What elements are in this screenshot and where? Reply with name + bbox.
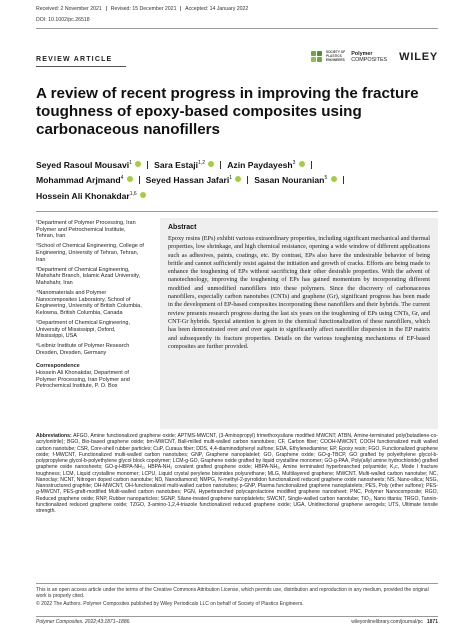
copyright-text: © 2022 The Authors. Polymer Composites published by Wiley Periodicals LLC on behalf of Society of Plastics Engineers. xyxy=(36,601,304,607)
affiliation-item: ⁶Leibniz Institute of Polymer Research Dresden, Dresden, Germany xyxy=(36,343,130,357)
author-list xyxy=(36,157,446,203)
abstract-heading: Abstract xyxy=(168,224,197,231)
affiliations xyxy=(36,220,144,394)
revised-date: Revised: 15 December 2021 xyxy=(110,6,177,12)
author-name[interactable]: Hossein Ali Khonakdar$^{1,6}$ xyxy=(36,191,146,201)
orcid-icon[interactable] xyxy=(235,176,241,182)
spe-logo-text: SOCIETY OF PLASTICS ENGINEERS xyxy=(325,50,346,62)
orcid-icon[interactable] xyxy=(127,176,133,182)
correspondence-text: Hossein Ali Khonakdar, Department of Polymer Processing, Iran Polymer and Petrochemical Institute, P. O. Box xyxy=(36,370,130,390)
article-type-label: REVIEW ARTICLE xyxy=(36,56,113,63)
journal-citation: Polymer Composites. 2022;43:1871–1886. xyxy=(36,619,131,625)
received-date: Received: 2 November 2021 xyxy=(36,6,102,12)
orcid-icon[interactable] xyxy=(135,161,141,167)
affiliation-item: ⁵Department of Chemical Engineering, University of Mississippi, Oxford, Mississippi, USA xyxy=(36,320,130,340)
license-divider xyxy=(36,583,438,584)
author-name[interactable]: Azin Paydayesh$^3$ xyxy=(227,160,305,170)
abstract-text: Epoxy resins (EPs) exhibit various extraordinary properties, including significant mechanical and thermal properties, low shrinkage, and high chemical resistance, opening a wide window of different applications such as adhesives, paints, coatings, etc. By contrast, EPs also have the undesirable behavior of being brittle and cannot sufficiently resist against the initiation and growth of cracks. Efforts are being made to enhance the toughening of EPs without sacrificing their other desirable properties. With the advent of nanotechnology, improving the toughening of EPs has gained momentum by incorporating different modified and unmodified nanofillers into these polymers. Since the discovery of carbonaceous nanofillers, especially carbon nanotubes (CNTs) and graphene (Gr), significant progress has been made in the development of EP-based composites incorporating these nanofillers and their hybrids. The current review presents research progress during the last six years on the toughening of EPs using CNTs, Gr, and CNT-Gr hybrids. Special attention is given to the chemical functionalization of these nanofillers, which has been demonstrated over and over again to significantly affect nanofiller dispersion in the EP matrix and subsequently its fracture properties. Details on the various toughening mechanisms of EP-based composites are further provided. xyxy=(168,235,430,350)
section-divider xyxy=(36,211,438,212)
publisher-logos xyxy=(311,46,438,68)
correspondence-heading: Correspondence xyxy=(36,362,80,369)
affiliation-item: ²School of Chemical Engineering, College of Engineering, University of Tehran, Tehran, Iran xyxy=(36,243,144,263)
doi-link[interactable]: DOI: 10.1002/pc.26518 xyxy=(36,17,90,23)
journal-logo[interactable]: Polymer COMPOSITES xyxy=(351,51,388,63)
article-dates xyxy=(36,6,252,12)
spe-mark-icon xyxy=(311,51,323,63)
affiliation-item: ³Department of Chemical Engineering, Mahshahr Branch, Islamic Azad University, Mahshahr, Iran xyxy=(36,266,141,286)
abbreviations-label: Abbreviations: xyxy=(36,433,72,439)
spe-logo[interactable] xyxy=(311,51,345,63)
author-name[interactable]: Sara Estaji$^{1,2}$ xyxy=(154,160,214,170)
top-divider xyxy=(36,28,438,29)
license-block xyxy=(36,587,438,609)
affiliation-item: ⁴Nanomaterials and Polymer Nanocomposites Laboratory, School of Engineering, University of British Columbia, Kelowna, British Columbia, Canada xyxy=(36,290,142,316)
author-name[interactable]: Mohammad Arjmand$^4$ xyxy=(36,175,133,185)
article-type-underline xyxy=(36,66,126,67)
orcid-icon[interactable] xyxy=(299,161,305,167)
accepted-date: Accepted: 14 January 2022 xyxy=(185,6,249,12)
abbreviations-text: AFGO, Amine functionalized graphene oxide; APTMS-MWCNT, (3-Aminopropyl) trimethoxysilane modified MWCNT; ATBN, Amine-terminated poly(butadiene-co-acrylonitrile); BGO, Bio-based graphene oxide; bm-MWCNT, Ball-milled multi-walled carbon nanotubes; CF, Carbon fiber; COOH-MWCNT, COOH functionalized multi walled carbon nanotube; CSR, Core-shell rubber particles; CuP, Curaua fiber; DDS, 4,4-diaminodiphenyl sulfone; EDA, Ethylenediamine; EP, Epoxy resin; FGO, Functionalized graphene oxide; f-MWCNT, Functionalized multi-walled carbon nanotubes; GNP, Graphene nanoplatelet; GO, Graphene oxide; GO-g-TBCP, GO grafted by polyethylene glycol-b-polypropylene glycol-b-polyethylene glycol block copolymer; LCM-g-GO, Graphene oxide grafted by liquid crystalline monomer; GO-g-PAA, Poly(allyl amine hydrochloride) grafted graphene oxide nanosheets; GO-g-HBPA-NH₂, HBPA-NH₂ covalent grafted graphene oxide; HBPA-NH₂, Amine terminated hyperbranched polyamide; K₁c, Mode I fracture toughness; LCM, Liquid crystalline monomer; LCPU, Liquid crystal perylene bisimides polyurethane; MLG, Multilayered graphene; MWCNT, Multi-walled carbon nanotube; NC, Nanoclay; NCNT, Nitrogen doped carbon nanotube; ND, Nanodiamond; NMPG, N-methyl-2-pyrrolidon functionalized reduced graphene oxide nanosheets; NS, Nano-silica; NSG, Nanostructured graphite; OH-MWCNT, OH-functionalized multi-walled carbon nanotubes; p-GNP, Plasma functionalized graphene nanoplatelets; PES, Poly (ether sulfone); PES-g-MWCNT, PES-graft-modified Multi-walled carbon nanotubes; PGN, Hyperbranched polycaprolactone modified graphene nanosheet; PNC, Polymer Nanocomposite; RGO, Reduced graphene oxide; RNP, Rubber nanoparticles; SGNP, Silane-treated graphene nanoplatelets; SWCNT, Single-walled carbon nanotube; TiO₂, Nano titania; TRGO, Tannin-functionalized reduced graphene oxide; TZGO, 3-amino-1,2,4-triazole functionalized reduced graphene oxide; UGA, Unidirectional graphene aerogels; UTS, Ultimate tensile strength. xyxy=(36,433,438,514)
orcid-icon[interactable] xyxy=(208,161,214,167)
affiliation-item: ¹Department of Polymer Processing, Iran Polymer and Petrochemical Institute, Tehran, Iran xyxy=(36,220,136,240)
author-name[interactable]: Sasan Nouranian$^5$ xyxy=(254,175,336,185)
author-name[interactable]: Seyed Rasoul Mousavi$^1$ xyxy=(36,160,141,170)
orcid-icon[interactable] xyxy=(331,176,337,182)
abstract-box xyxy=(160,218,438,429)
page-footer xyxy=(36,619,438,625)
article-title: A review of recent progress in improving the fracture toughness of epoxy-based composites using carbonaceous nanofillers xyxy=(36,85,419,138)
license-text: This is an open access article under the terms of the Creative Commons Attribution License, which permits use, distribution and reproduction in any medium, provided the original work is properly cited. xyxy=(36,587,429,599)
author-name[interactable]: Seyed Hassan Jafari$^1$ xyxy=(146,175,242,185)
page-number: 1871 xyxy=(426,619,438,625)
wiley-logo[interactable]: WILEY xyxy=(399,51,438,63)
journal-url[interactable]: wileyonlinelibrary.com/journal/pc xyxy=(351,619,423,625)
orcid-icon[interactable] xyxy=(140,192,146,198)
footer-divider xyxy=(36,616,438,617)
abbreviations xyxy=(36,433,438,514)
